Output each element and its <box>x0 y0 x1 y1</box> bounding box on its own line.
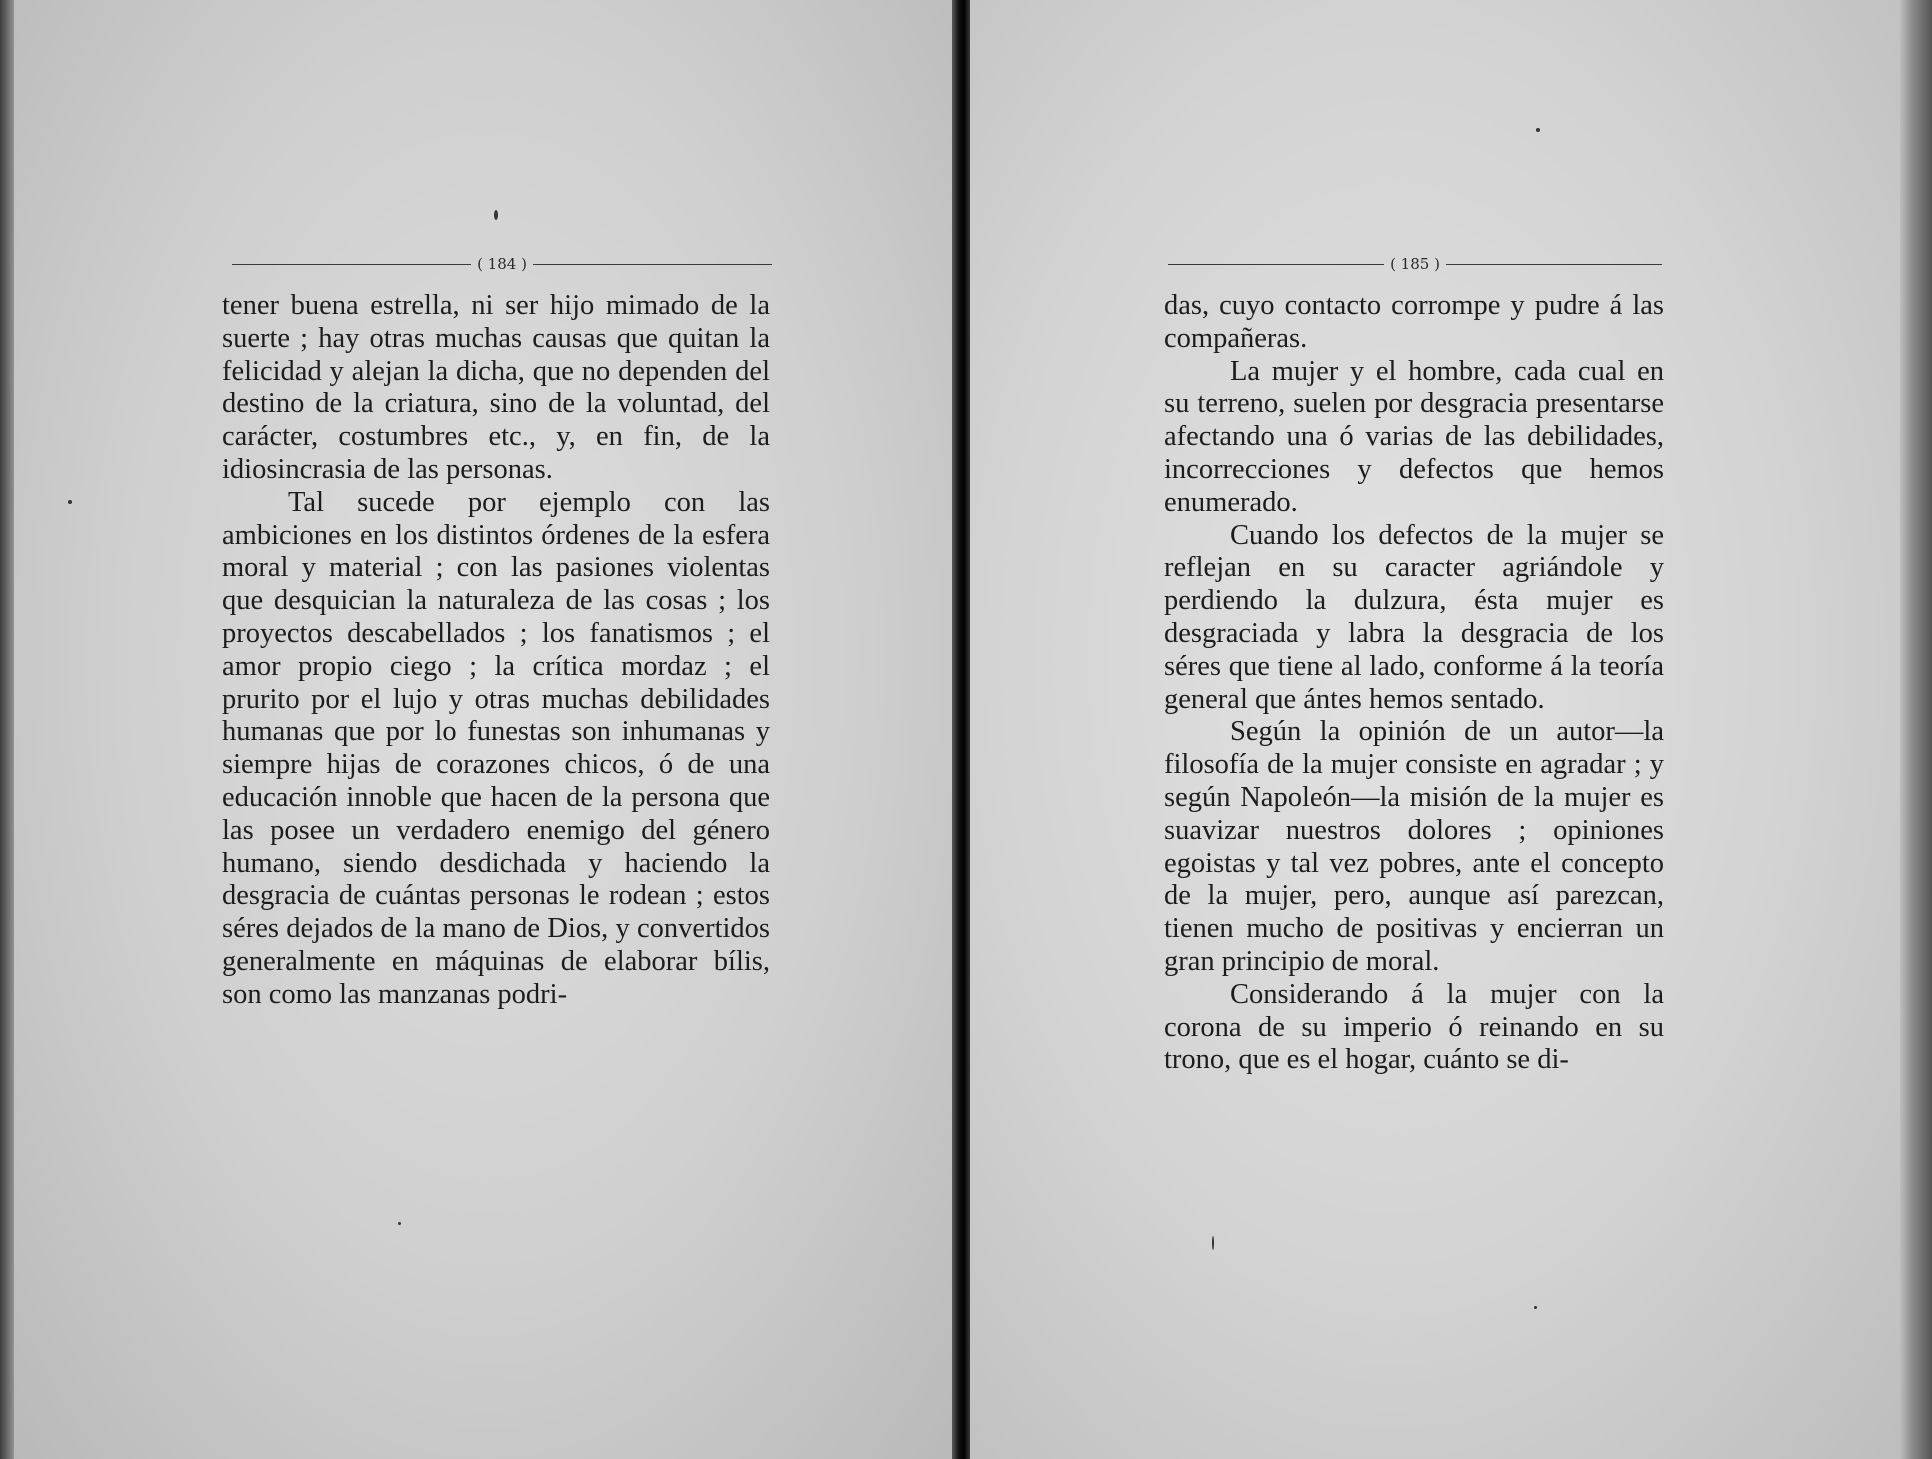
paragraph: Según la opinión de un autor—la filosofía de la mujer consiste en agradar ; y según Napoleón—la misión de la mujer es suavizar nuestros dolores ; opiniones egoistas y tal vez pobres, ante el concepto de la mujer, pero, aunque así parezcan, tienen mucho de positivas y encierran un gran principio de moral. <box>1164 716 1664 977</box>
paragraph: Considerando á la mujer con la corona de su imperio ó reinando en su trono, que es el hogar, cuánto se di- <box>1164 978 1664 1076</box>
paragraph: das, cuyo contacto corrompe y pudre á las compañeras. <box>1164 290 1664 354</box>
right-page-header <box>1168 254 1662 274</box>
left-page-body <box>222 290 770 1012</box>
ink-speck <box>1536 128 1540 132</box>
right-page <box>970 0 1906 1459</box>
right-page-number: ( 185 ) <box>1390 255 1440 273</box>
paragraph: La mujer y el hombre, cada cual en su terreno, suelen por desgracia presentarse afectando una ó varias de las debilidades, incorrecciones y defectos que hemos enumerado. <box>1164 355 1664 518</box>
paragraph: tener buena estrella, ni ser hijo mimado de la suerte ; hay otras muchas causas que quitan la felicidad y alejan la dicha, que no dependen del destino de la criatura, sino de la voluntad, del carácter, costumbres etc., y, en fin, de la idiosincrasia de las personas. <box>222 290 770 485</box>
header-rule <box>1168 264 1384 265</box>
ink-speck <box>68 500 72 504</box>
paragraph: Tal sucede por ejemplo con las ambiciones en los distintos órdenes de la esfera moral y material ; con las pasiones violentas que desquician la naturaleza de las cosas ; los proyectos descabellados ; los fanatismos ; el amor propio ciego ; la crítica mordaz ; el prurito por el lujo y otras muchas debilidades humanas que por lo funestas son inhumanas y siempre hijas de corazones chicos, ó de una educación innoble que hacen de la persona que las posee un verdadero enemigo del género humano, siendo desdichada y haciendo la desgracia de cuántas personas le rodean ; estos séres dejados de la mano de Dios, y convertidos generalmente en máquinas de elaborar bílis, son como las manzanas podri- <box>222 486 770 1010</box>
left-page-header <box>232 254 772 274</box>
header-rule <box>1446 264 1662 265</box>
ink-speck <box>494 210 498 220</box>
header-rule <box>533 264 772 265</box>
right-page-edge <box>1900 0 1932 1459</box>
book-gutter <box>952 0 972 1459</box>
header-rule <box>232 264 471 265</box>
ink-speck <box>1534 1306 1537 1309</box>
ink-speck <box>1212 1236 1214 1250</box>
left-page-number: ( 184 ) <box>477 255 527 273</box>
left-page <box>14 0 958 1459</box>
right-page-body <box>1164 290 1664 1077</box>
paragraph: Cuando los defectos de la mujer se reflejan en su caracter agriándole y perdiendo la dulzura, ésta mujer es desgraciada y labra la desgracia de los séres que tiene al lado, conforme á la teoría general que ántes hemos sentado. <box>1164 519 1664 715</box>
ink-speck <box>398 1222 401 1225</box>
